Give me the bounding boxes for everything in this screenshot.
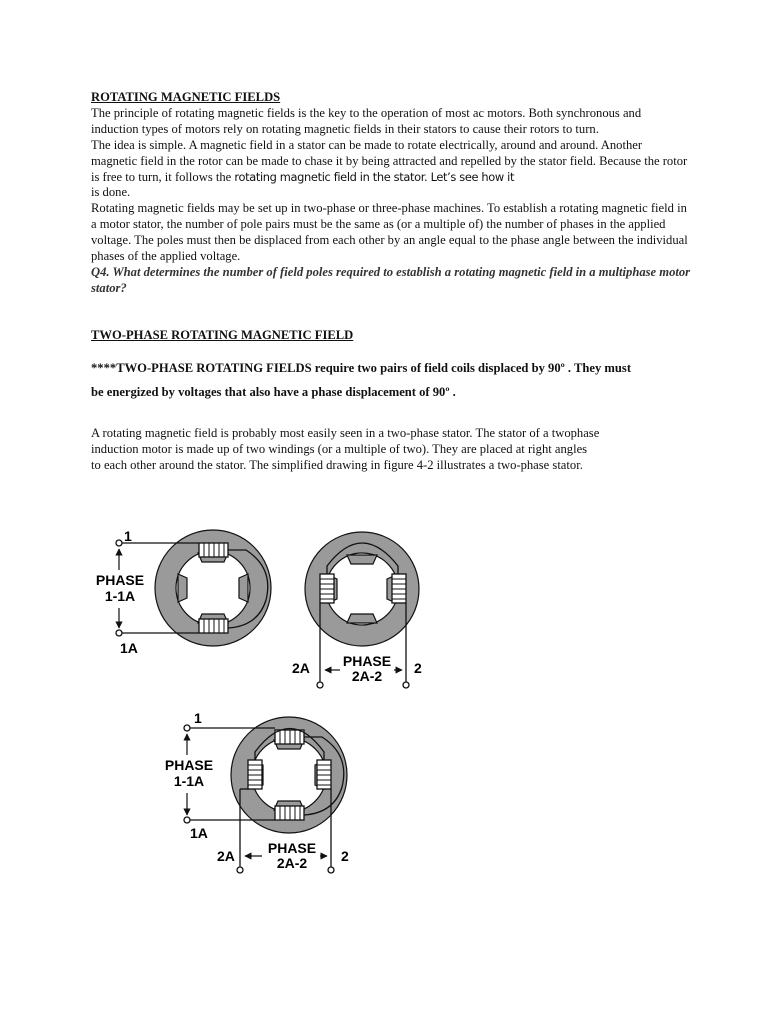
phase-label-id: 2A-2 <box>351 668 383 684</box>
terminal-1a <box>184 817 190 823</box>
two-phase-title: TWO-PHASE ROTATING MAGNETIC FIELD <box>91 328 354 342</box>
terminal-label-2a: 2A <box>217 848 235 864</box>
paragraph-2-end: is done. <box>91 185 131 200</box>
terminal-label-2: 2 <box>414 660 422 676</box>
description-line-1: A rotating magnetic field is probably most easily seen in a two-phase stator. The stator of a twophase <box>91 426 600 440</box>
phase-label-word: PHASE <box>95 572 145 588</box>
phase-label-word-2: PHASE <box>267 840 317 856</box>
stator-diagram-combined <box>165 710 349 873</box>
key-statement-line-1: ****TWO-PHASE ROTATING FIELDS require two pairs of field coils displaced by 90º . They must <box>91 361 632 375</box>
stator-diagram-phase-2a-2 <box>292 532 422 688</box>
field-coil-right <box>392 574 406 603</box>
phase-label-word-1: PHASE <box>164 757 214 773</box>
paragraph-1: The principle of rotating magnetic fields is the key to the operation of most ac motors. Both synchronous and induction types of motors rely on rotating magnetic fields in their stators to cause their rotors to turn. <box>91 105 642 136</box>
field-coil-top <box>275 730 304 744</box>
field-coil-bottom <box>275 806 304 820</box>
paragraph-2-tail: rotating magnetic field in the stator. Let’s see how it <box>234 169 515 184</box>
terminal-1 <box>184 725 190 731</box>
paragraph-2-start: The idea is simple. A magnetic field in a stator can be made to rotate electrically, around and around. Another magnetic field in the rotor can be made to chase it by being attracted and repelled by the stator field. Because the rotor is free to turn, it follows the <box>91 137 688 184</box>
terminal-label-1: 1 <box>194 710 202 726</box>
phase-label-word: PHASE <box>342 653 392 669</box>
field-coil-bottom <box>199 619 228 633</box>
terminal-2 <box>328 867 334 873</box>
phase-label-id-1: 1-1A <box>173 773 205 789</box>
terminal-2 <box>403 682 409 688</box>
terminal-2a <box>237 867 243 873</box>
field-coil-left <box>248 760 262 789</box>
field-coil-right <box>317 760 331 789</box>
field-coil-top <box>199 543 228 557</box>
terminal-2a <box>317 682 323 688</box>
terminal-label-1a: 1A <box>120 640 138 656</box>
stator-diagram-phase-1-1a <box>96 528 271 656</box>
phase-label-id: 1-1A <box>104 588 136 604</box>
review-question: Q4. What determines the number of field poles required to establish a rotating magnetic field in a multiphase motor stator? <box>91 264 691 295</box>
terminal-1 <box>116 540 122 546</box>
description-line-3: to each other around the stator. The simplified drawing in figure 4-2 illustrates a two-phase stator. <box>91 457 583 472</box>
field-coil-left <box>320 574 334 603</box>
paragraph-3: Rotating magnetic fields may be set up in two-phase or three-phase machines. To establish a rotating magnetic field in a motor stator, the number of pole pairs must be the same as (or a multiple of) the number of phases in the applied voltage. The poles must then be displaced from each other by an angle equal to the phase angle between the individual phases of the applied voltage. <box>91 201 688 264</box>
description-line-2: induction motor is made up of two windings (or a multiple of two). They are placed at right angles <box>91 441 588 456</box>
terminal-1a <box>116 630 122 636</box>
terminal-label-1: 1 <box>124 528 132 544</box>
terminal-label-1a: 1A <box>190 825 208 841</box>
section-title: ROTATING MAGNETIC FIELDS <box>91 90 281 104</box>
phase-label-id-2: 2A-2 <box>276 855 308 871</box>
key-statement-line-2: be energized by voltages that also have a phase displacement of 90º . <box>91 384 456 399</box>
terminal-label-2a: 2A <box>292 660 310 676</box>
terminal-label-2: 2 <box>341 848 349 864</box>
